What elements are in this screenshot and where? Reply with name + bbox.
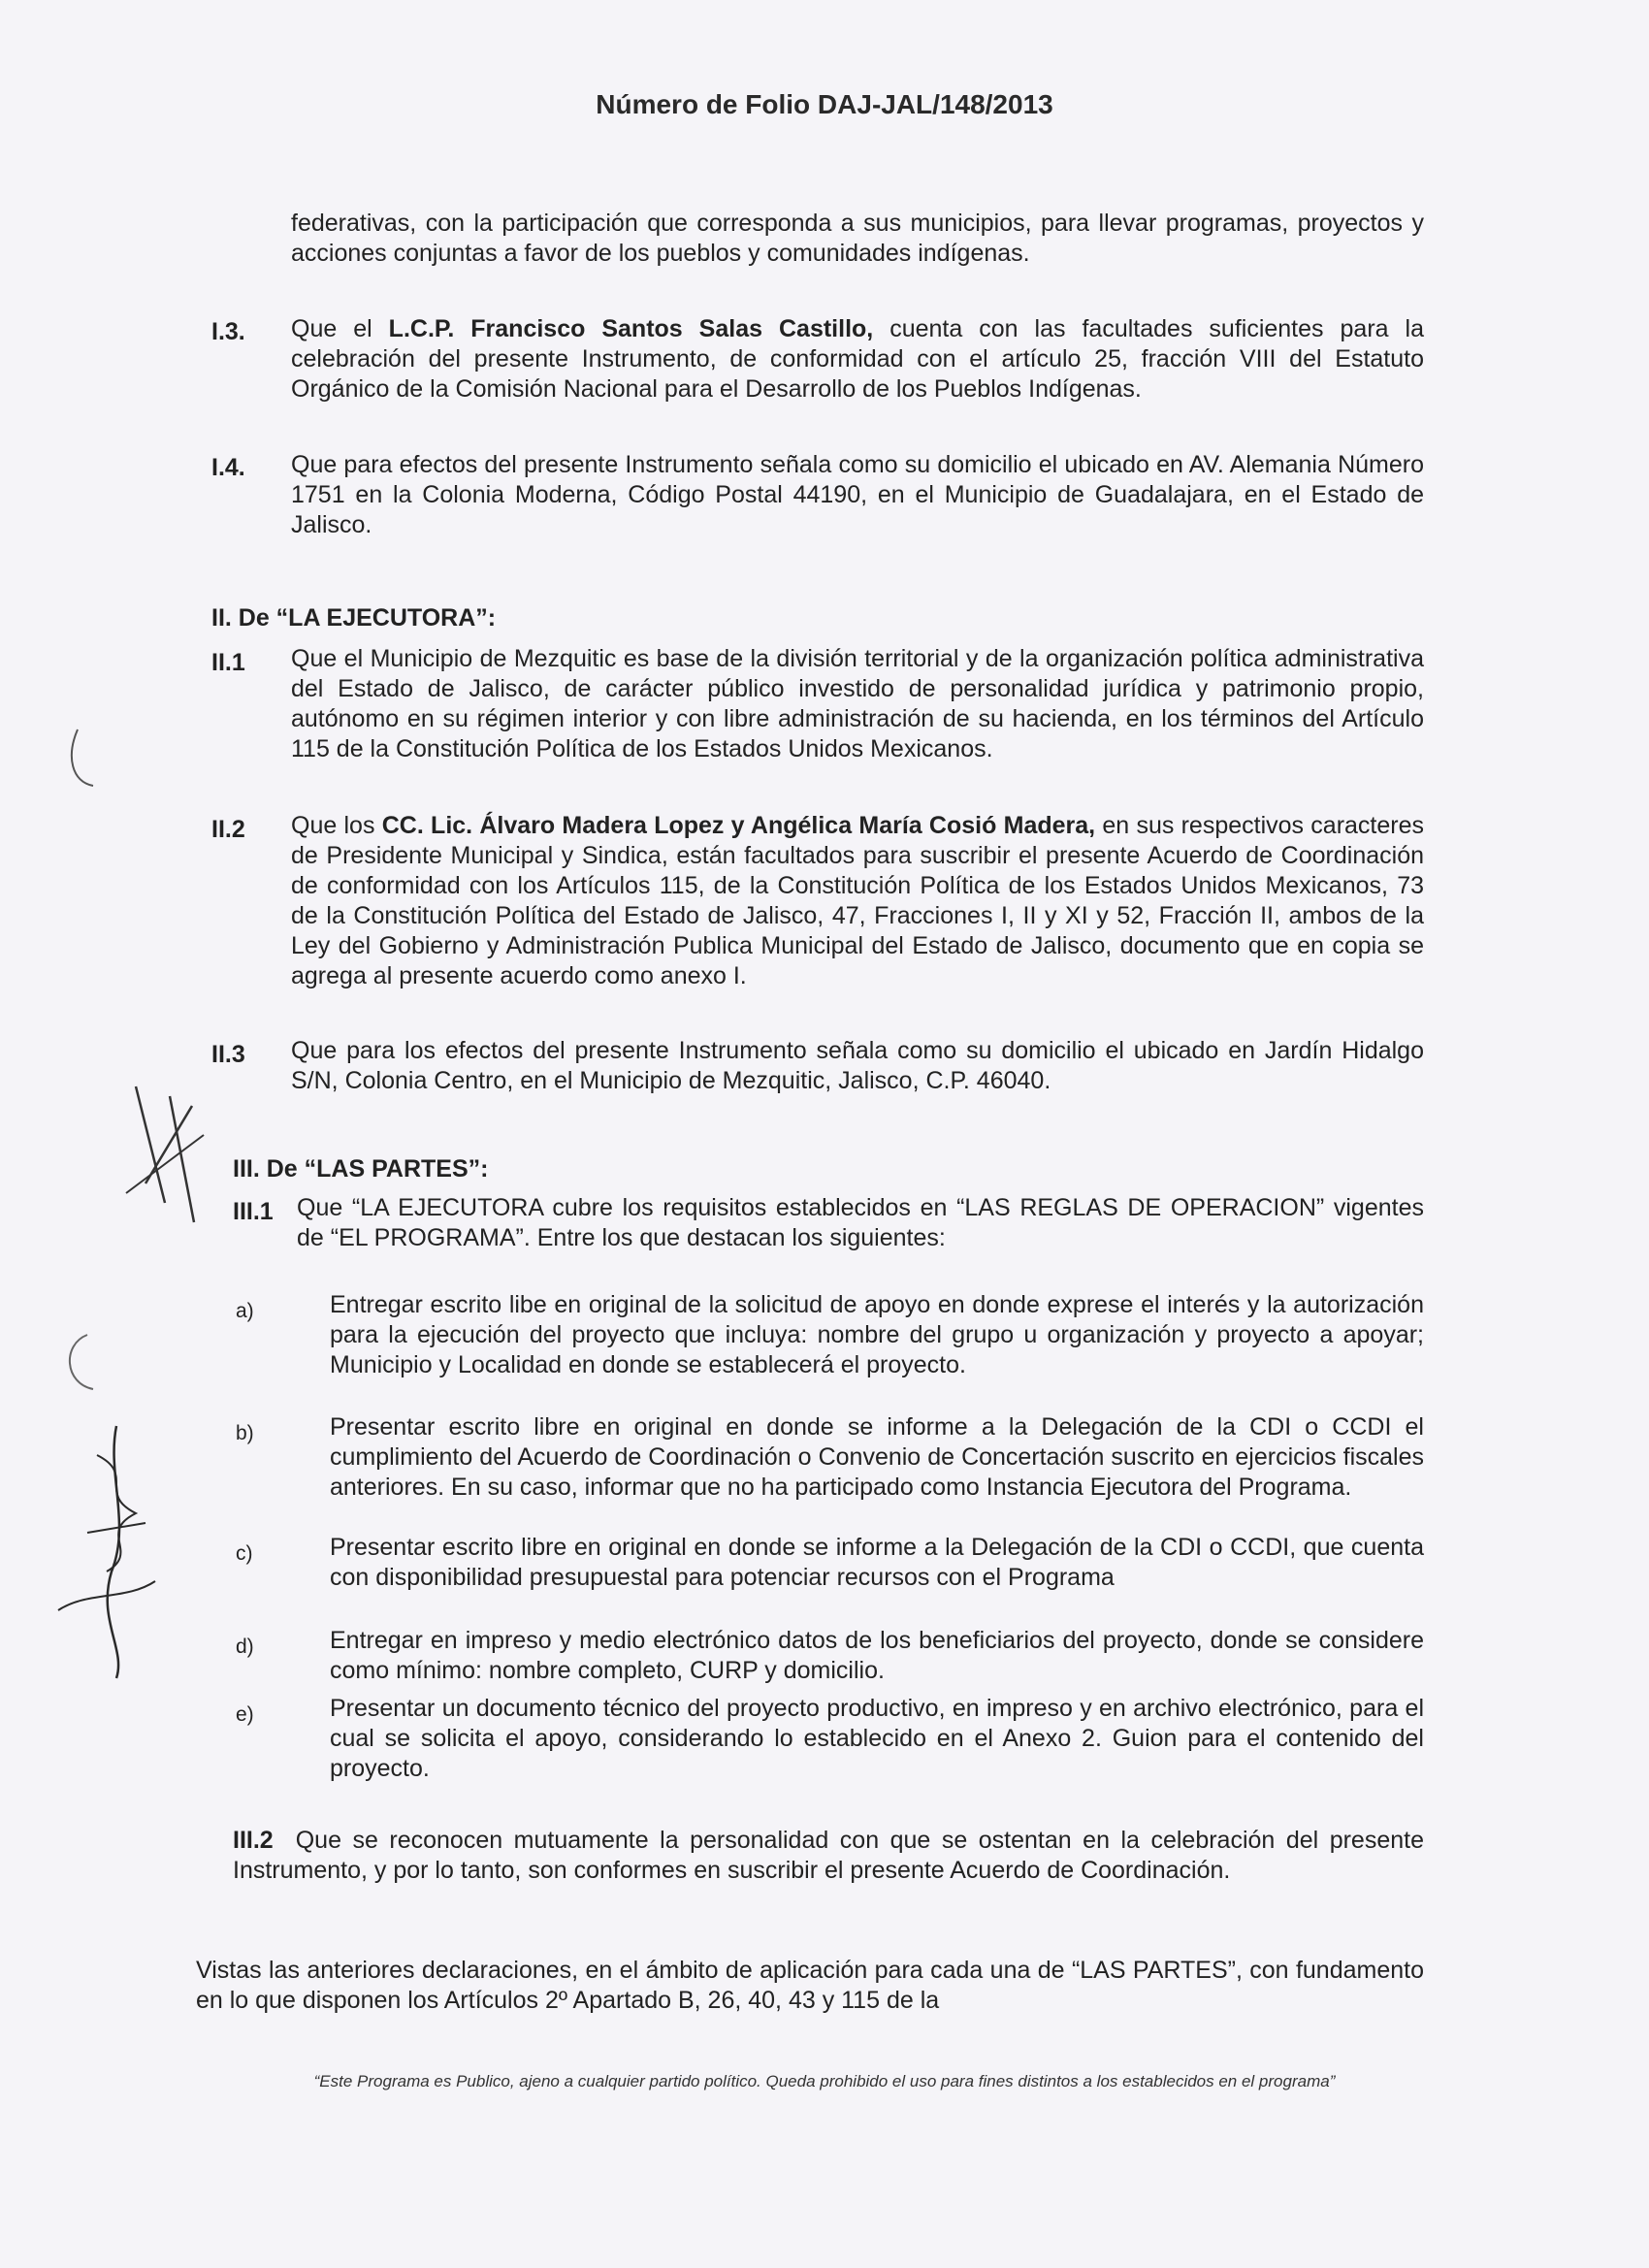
list-letter-e: e) xyxy=(236,1703,254,1726)
clause-number-iii2: III.2 xyxy=(233,1827,274,1854)
clause-ii1-paragraph: Que el Municipio de Mezquitic es base de la división territorial y de la organización política administrativa del Estado de Jalisco, de carácter público investido de personalidad jurídica y patrimonio propio, autónomo en su régimen interior y con libre administración de su hacienda, en los términos del Artículo 115 de la Constitución Política de los Estados Unidos Mexicanos. xyxy=(291,645,1424,762)
section-iii-heading: III. De “LAS PARTES”: xyxy=(233,1155,489,1183)
clause-number-ii1: II.1 xyxy=(211,649,245,676)
list-item-b: Presentar escrito libre en original en donde se informe a la Delegación de la CDI o CCDI el cumplimiento del Acuerdo de Coordinación o Convenio de Concertación suscrito en ejercicios fiscales anteriores. En su caso, informar que no ha participado como Instancia Ejecutora del Programa. xyxy=(330,1413,1424,1501)
clause-number-ii2: II.2 xyxy=(211,816,245,843)
clause-i3-pre: Que el xyxy=(291,315,389,342)
section-ii-heading: II. De “LA EJECUTORA”: xyxy=(211,604,497,632)
clause-i4-paragraph: Que para efectos del presente Instrumento señala como su domicilio el ubicado en AV. Alemania Número 1751 en la Colonia Moderna, Código Postal 44190, en el Municipio de Guadalajara, en el Estado de Jalisco. xyxy=(291,451,1424,538)
clause-iii2-text: Que se reconocen mutuamente la personalidad con que se ostentan en la celebración del presente Instrumento, y por lo tanto, son conformes en suscribir el presente Acuerdo de Coordinación. xyxy=(233,1827,1424,1884)
list-item-e: Presentar un documento técnico del proyecto productivo, en impreso y en archivo electrónico, para el cual se solicita el apoyo, considerando lo establecido en el Anexo 2. Guion para el contenido del proyecto. xyxy=(330,1695,1424,1782)
clause-ii2-post: en sus respectivos caracteres de Presidente Municipal y Sindica, están facultados para suscribir el presente Acuerdo de Coordinación de conformidad con los Artículos 115, de la Constitución Política de los Estados Unidos Mexicanos, 73 de la Constitución Política del Estado de Jalisco, 47, Fracciones I, II y XI y 52, Fracción II, ambos de la Ley del Gobierno y Administración Publica Municipal del Estado de Jalisco, documento que en copia se agrega al presente acuerdo como anexo I. xyxy=(291,812,1425,989)
list-letter-d: d) xyxy=(236,1636,254,1658)
clause-ii2-paragraph xyxy=(291,811,1424,991)
list-letter-b: b) xyxy=(236,1422,254,1444)
top-continuation-paragraph: federativas, con la participación que corresponda a sus municipios, para llevar programas, proyectos y acciones conjuntas a favor de los pueblos y comunidades indígenas. xyxy=(291,210,1424,267)
clause-iii1-paragraph: Que “LA EJECUTORA cubre los requisitos establecidos en “LAS REGLAS DE OPERACION” vigentes de “EL PROGRAMA”. Entre los que destacan los siguientes: xyxy=(297,1194,1424,1251)
clause-number-ii3: II.3 xyxy=(211,1041,245,1068)
list-item-d: Entregar en impreso y medio electrónico datos de los beneficiarios del proyecto, donde se considere como mínimo: nombre completo, CURP y domicilio. xyxy=(330,1627,1424,1684)
scan-mark-arc xyxy=(58,1329,136,1407)
list-letter-c: c) xyxy=(236,1542,253,1565)
clause-number-iii1: III.1 xyxy=(233,1198,274,1225)
clause-number-i3: I.3. xyxy=(211,318,245,345)
handwritten-signature xyxy=(39,1416,175,1688)
handwritten-initials-mark xyxy=(107,1077,242,1232)
clause-ii3-paragraph: Que para los efectos del presente Instrumento señala como su domicilio el ubicado en Jardín Hidalgo S/N, Colonia Centro, en el Municipio de Mezquitic, Jalisco, C.P. 46040. xyxy=(291,1037,1424,1094)
list-item-c: Presentar escrito libre en original en donde se informe a la Delegación de la CDI o CCDI, que cuenta con disponibilidad presupuestal para potenciar recursos con el Programa xyxy=(330,1534,1424,1591)
closing-paragraph: Vistas las anteriores declaraciones, en el ámbito de aplicación para cada una de “LAS PARTES”, con fundamento en lo que disponen los Artículos 2º Apartado B, 26, 40, 43 y 115 de la xyxy=(196,1957,1424,2014)
clause-ii2-pre: Que los xyxy=(291,812,382,839)
clause-number-i4: I.4. xyxy=(211,454,245,481)
program-disclaimer-footer: “Este Programa es Publico, ajeno a cualquier partido político. Queda prohibido el uso para fines distintos a los establecidos en el programa” xyxy=(313,2072,1336,2090)
clause-i3-post: cuenta con las facultades suficientes para la celebración del presente Instrumento, de conformidad con el artículo 25, fracción VIII del Estatuto Orgánico de la Comisión Nacional para el Desarrollo de los Pueblos Indígenas. xyxy=(291,315,1424,403)
list-item-a: Entregar escrito libe en original de la solicitud de apoyo en donde exprese el interés y la autorización para la ejecución del proyecto que incluya: nombre del grupo u organización y proyecto a apoyar; Municipio y Localidad en donde se establecerá el proyecto. xyxy=(330,1291,1424,1378)
folio-header: Número de Folio DAJ-JAL/148/2013 xyxy=(596,89,1053,119)
clause-i3-bold-name: L.C.P. Francisco Santos Salas Castillo, xyxy=(388,315,874,342)
clause-iii2-paragraph xyxy=(233,1826,1424,1886)
clause-ii2-bold-names: CC. Lic. Álvaro Madera Lopez y Angélica María Cosió Madera, xyxy=(381,812,1096,839)
list-letter-a: a) xyxy=(236,1300,254,1322)
clause-i3-paragraph xyxy=(291,314,1424,405)
scan-mark-bracket xyxy=(58,718,213,892)
